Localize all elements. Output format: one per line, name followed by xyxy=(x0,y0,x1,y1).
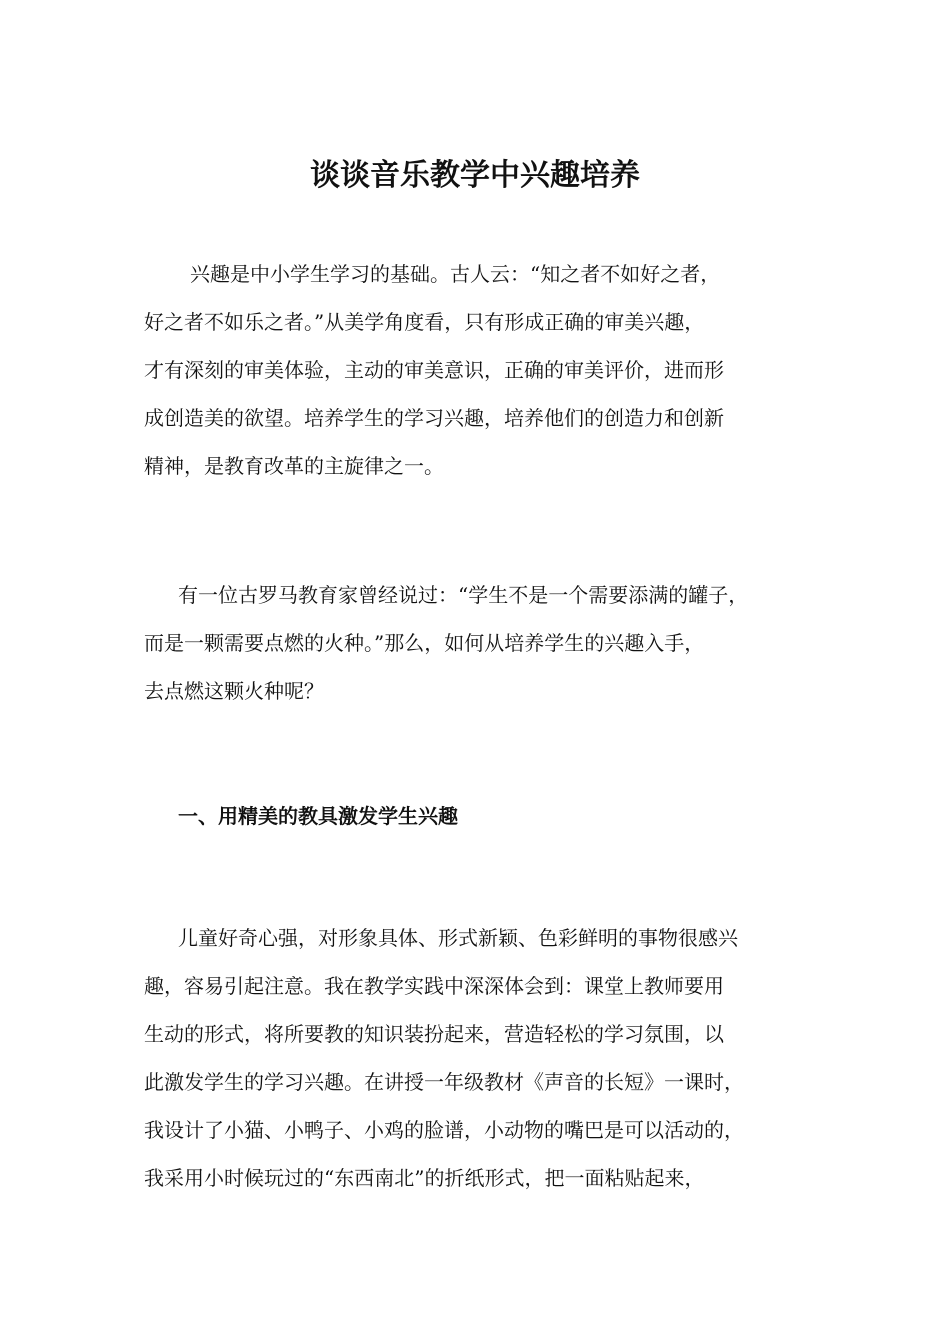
text-line: 趣，容易引起注意。我在教学实践中深深体会到：课堂上教师要用 xyxy=(144,974,724,998)
text-line: 有一位古罗马教育家曾经说过：“学生不是一个需要添满的罐子， xyxy=(178,583,749,607)
paragraph-quote xyxy=(144,571,824,715)
text-line: 而是一颗需要点燃的火种。”那么，如何从培养学生的兴趣入手， xyxy=(144,631,705,655)
text-line: 才有深刻的审美体验，主动的审美意识，正确的审美评价，进而形 xyxy=(144,358,724,382)
text-line: 我设计了小猫、小鸭子、小鸡的脸谱，小动物的嘴巴是可以活动的， xyxy=(144,1118,744,1142)
text-line: 我采用小时候玩过的“东西南北”的折纸形式，把一面粘贴起来， xyxy=(144,1166,705,1190)
text-line: 此激发学生的学习兴趣。在讲授一年级教材《声音的长短》一课时， xyxy=(144,1070,744,1094)
text-line: 儿童好奇心强，对形象具体、形式新颖、色彩鲜明的事物很感兴 xyxy=(178,926,738,950)
text-line: 兴趣是中小学生学习的基础。古人云：“知之者不如好之者， xyxy=(170,262,721,286)
text-line: 精神，是教育改革的主旋律之一。 xyxy=(144,454,444,478)
text-line: 去点燃这颗火种呢？ xyxy=(144,679,324,703)
text-line: 成创造美的欲望。培养学生的学习兴趣，培养他们的创造力和创新 xyxy=(144,406,724,430)
document-title: 谈谈音乐教学中兴趣培养 xyxy=(310,158,640,193)
section-heading: 一、用精美的教具激发学生兴趣 xyxy=(178,804,458,828)
text-line: 生动的形式，将所要教的知识装扮起来，营造轻松的学习氛围，以 xyxy=(144,1022,724,1046)
paragraph-intro xyxy=(144,250,824,490)
text-line: 好之者不如乐之者。”从美学角度看，只有形成正确的审美兴趣， xyxy=(144,310,705,334)
paragraph-section1 xyxy=(144,914,824,1202)
